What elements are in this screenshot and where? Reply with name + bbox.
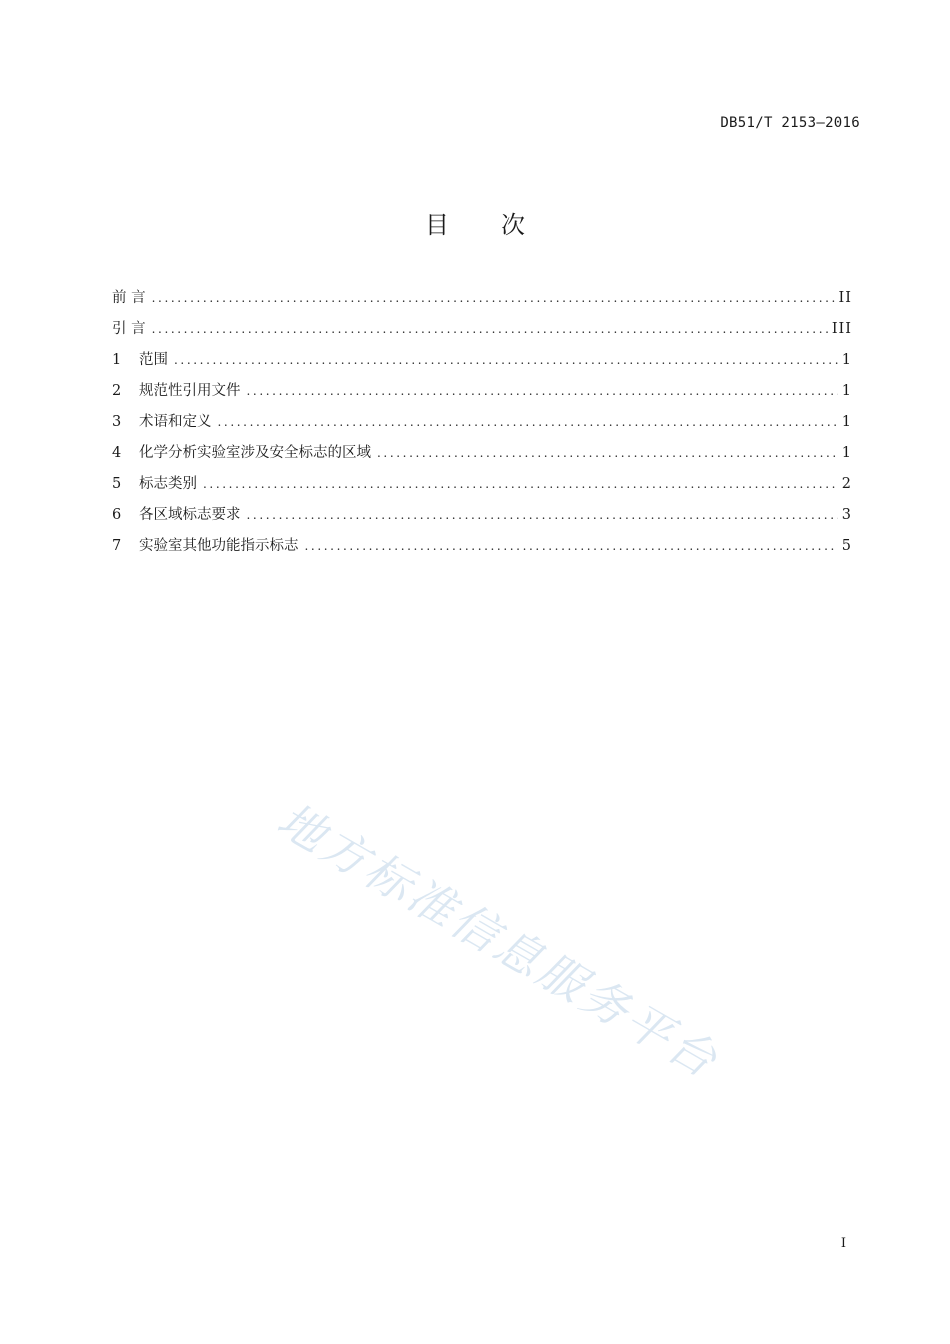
toc-leader-dots bbox=[174, 353, 838, 367]
toc-leader-dots bbox=[305, 539, 838, 553]
toc-entry-page: 1 bbox=[841, 445, 852, 461]
toc-entry-number: 3 bbox=[112, 414, 122, 430]
toc-entry-title: 各区域标志要求 bbox=[139, 507, 241, 523]
toc-entry-title: 术语和定义 bbox=[139, 414, 212, 430]
toc-leader-dots bbox=[152, 322, 828, 336]
toc-entry-page: 3 bbox=[841, 507, 852, 523]
toc-entry-title: 化学分析实验室涉及安全标志的区域 bbox=[139, 445, 371, 461]
toc-leader-dots bbox=[203, 477, 838, 491]
toc-entry-4[interactable] bbox=[112, 441, 852, 472]
toc-entry-title: 前 言 bbox=[112, 290, 146, 306]
toc-entry-1[interactable] bbox=[112, 348, 852, 379]
toc-entry-3[interactable] bbox=[112, 410, 852, 441]
table-of-contents bbox=[112, 286, 852, 565]
toc-entry-title: 标志类别 bbox=[139, 476, 197, 492]
toc-entry-number: 1 bbox=[112, 352, 122, 368]
toc-entry-page: 1 bbox=[841, 414, 852, 430]
toc-entry-page: II bbox=[838, 290, 852, 306]
toc-leader-dots bbox=[152, 291, 835, 305]
toc-leader-dots bbox=[377, 446, 838, 460]
page-number: I bbox=[840, 1236, 846, 1251]
toc-entry-introduction[interactable] bbox=[112, 317, 852, 348]
toc-entry-page: 1 bbox=[841, 352, 852, 368]
toc-entry-title: 规范性引用文件 bbox=[139, 383, 241, 399]
toc-entry-page: 1 bbox=[841, 383, 852, 399]
toc-entry-number: 5 bbox=[112, 476, 122, 492]
toc-entry-title: 引 言 bbox=[112, 321, 146, 337]
toc-leader-dots bbox=[247, 384, 838, 398]
toc-entry-5[interactable] bbox=[112, 472, 852, 503]
toc-entry-page: 5 bbox=[841, 538, 852, 554]
toc-entry-7[interactable] bbox=[112, 534, 852, 565]
toc-entry-number: 6 bbox=[112, 507, 122, 523]
toc-entry-title: 实验室其他功能指示标志 bbox=[139, 538, 299, 554]
document-code: DB51/T 2153—2016 bbox=[720, 115, 860, 131]
toc-entry-page: 2 bbox=[841, 476, 852, 492]
toc-leader-dots bbox=[218, 415, 838, 429]
toc-entry-number: 7 bbox=[112, 538, 122, 554]
toc-entry-number: 2 bbox=[112, 383, 122, 399]
page-title: 目次 bbox=[425, 211, 577, 239]
toc-leader-dots bbox=[247, 508, 838, 522]
toc-entry-title: 范围 bbox=[139, 352, 168, 368]
toc-entry-preface[interactable] bbox=[112, 286, 852, 317]
toc-entry-6[interactable] bbox=[112, 503, 852, 534]
watermark: 地方标准信息服务平台 bbox=[268, 792, 729, 1089]
toc-entry-page: III bbox=[831, 321, 852, 337]
toc-entry-2[interactable] bbox=[112, 379, 852, 410]
toc-entry-number: 4 bbox=[112, 445, 122, 461]
